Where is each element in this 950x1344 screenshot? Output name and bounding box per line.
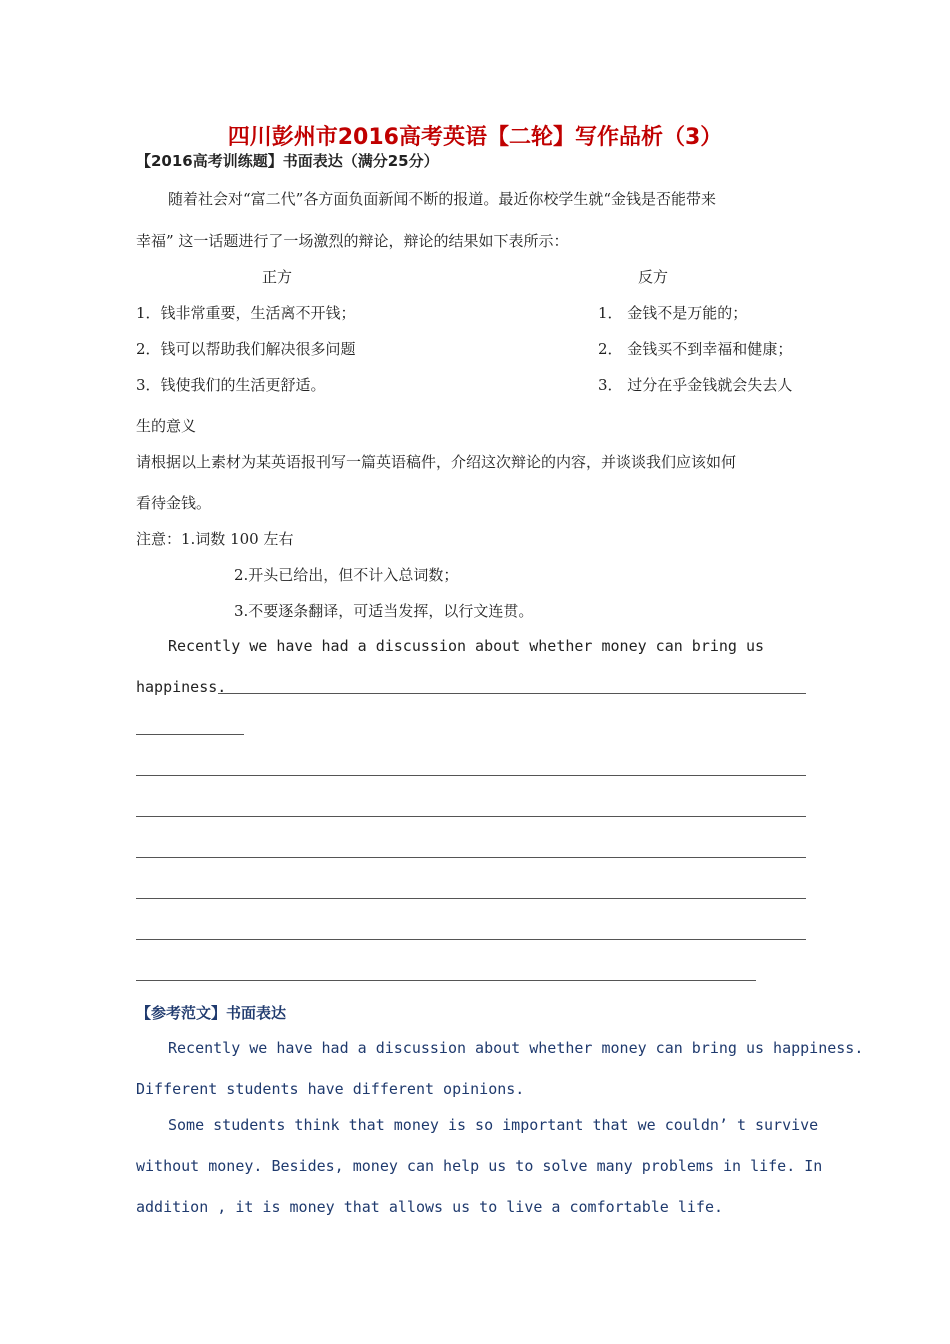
reference-p1-line-1: Recently we have had a discussion about whether money can bring us happiness. — [168, 1039, 864, 1057]
writing-line — [136, 898, 806, 899]
con-item-3: 3． 过分在乎金钱就会失去人 — [598, 376, 793, 394]
reference-heading: 【参考范文】书面表达 — [136, 1004, 287, 1022]
reference-p2-line-1: Some students think that money is so important that we couldn’ t survive — [168, 1116, 819, 1134]
reference-p2-line-2: without money. Besides, money can help us to solve many problems in life. In — [136, 1157, 823, 1175]
writing-line — [136, 857, 806, 858]
writing-line — [136, 775, 806, 776]
notes-item-3: 3.不要逐条翻译，可适当发挥，以行文连贯。 — [234, 602, 534, 620]
notes-label: 注意：1.词数 100 左右 — [136, 530, 294, 548]
prompt-line-1: 随着社会对“富二代”各方面负面新闻不断的报道。最近你校学生就“金钱是否能带来 — [168, 190, 717, 208]
writing-line — [218, 693, 806, 694]
notes-item-2: 2.开头已给出，但不计入总词数； — [234, 566, 459, 584]
con-item-1: 1． 金钱不是万能的； — [598, 304, 748, 322]
prompt-line-2: 幸福” 这一话题进行了一场激烈的辩论，辩论的结果如下表所示： — [136, 232, 569, 250]
con-header: 反方 — [638, 268, 669, 286]
answer-start-line-2: happiness. — [136, 678, 227, 696]
con-item-3-continuation: 生的意义 — [136, 417, 197, 435]
writing-line — [136, 816, 806, 817]
pro-header: 正方 — [262, 268, 293, 286]
answer-start-line-1: Recently we have had a discussion about whether money can bring us — [168, 637, 765, 655]
pro-item-2: 2．钱可以帮助我们解决很多问题 — [136, 340, 356, 358]
document-title: 四川彭州市2016高考英语【二轮】写作品析（3） — [227, 125, 723, 150]
con-item-2: 2． 金钱买不到幸福和健康； — [598, 340, 793, 358]
pro-item-1: 1．钱非常重要，生活离不开钱； — [136, 304, 356, 322]
instruction-line-2: 看待金钱。 — [136, 494, 212, 512]
reference-p2-line-3: addition , it is money that allows us to live a comfortable life. — [136, 1198, 723, 1216]
reference-p1-line-2: Different students have different opinions. — [136, 1080, 525, 1098]
pro-item-3: 3．钱使我们的生活更舒适。 — [136, 376, 326, 394]
section-heading: 【2016高考训练题】书面表达（满分25分） — [136, 152, 439, 170]
writing-line — [136, 939, 806, 940]
instruction-line-1: 请根据以上素材为某英语报刊写一篇英语稿件，介绍这次辩论的内容，并谈谈我们应该如何 — [136, 453, 737, 471]
writing-line — [136, 980, 756, 981]
writing-line — [136, 734, 244, 735]
